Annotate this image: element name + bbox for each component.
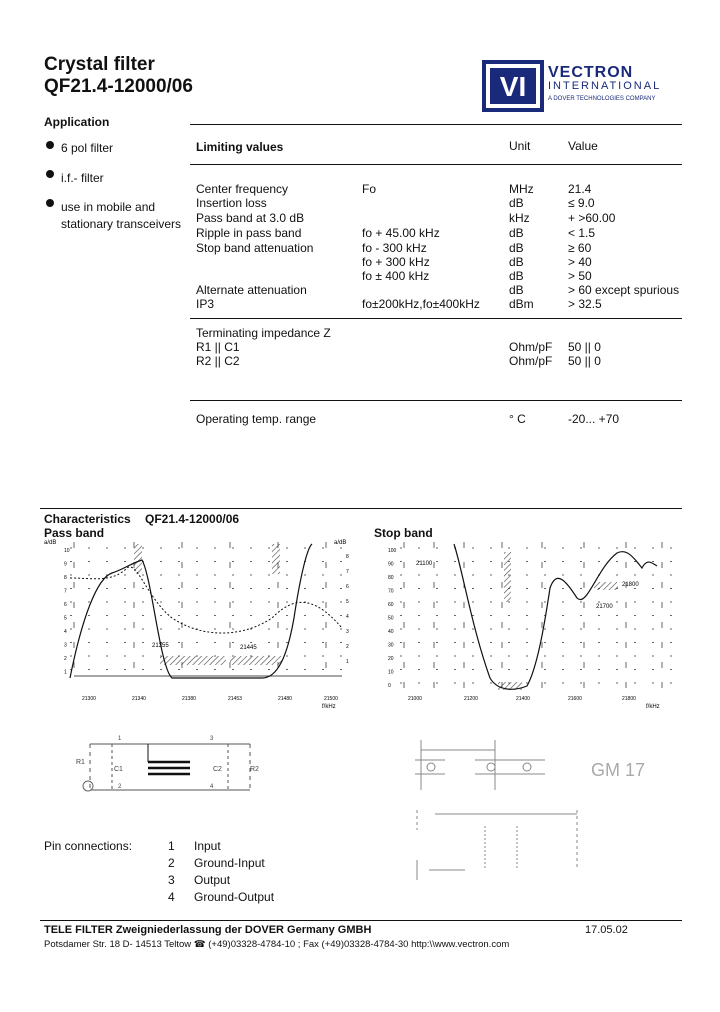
- footer-address: Potsdamer Str. 18 D- 14513 Teltow ☎ (+49)03328-4784-10 ; Fax (+49)03328-4784-30 http:\\www.vectron.com: [44, 939, 510, 950]
- passband-marker-1: 21355: [152, 643, 169, 649]
- stopband-chart: [372, 538, 688, 710]
- limits-row-3-unit: kHz: [509, 211, 530, 225]
- passband-y-tick-left-7: 3: [64, 642, 67, 649]
- passband-y-tick-right-0: 8: [346, 554, 349, 560]
- passband-x-tick-1: 21340: [132, 696, 146, 702]
- passband-y-tick-left-9: 1: [64, 669, 67, 676]
- limits-row-9-param: IP3: [196, 297, 215, 311]
- passband-x-tick-5: 21500: [324, 696, 338, 702]
- stopband-y-tick-0: 100: [388, 548, 397, 554]
- passband-y-tick-right-1: 7: [346, 569, 349, 575]
- passband-y-tick-left-2: 8: [64, 575, 67, 581]
- term-row-2-value: 50 || 0: [568, 354, 601, 368]
- pin-2-name: Ground-Input: [194, 856, 265, 870]
- passband-y-unit-right: a/dB: [334, 540, 347, 546]
- passband-y-tick-left-0: 10: [64, 548, 70, 554]
- passband-y-tick-right-7: 1: [346, 659, 349, 665]
- passband-hatch-right: [272, 544, 280, 574]
- passband-y-tick-left-6: 4: [64, 629, 67, 635]
- limits-heading: Limiting values: [196, 140, 284, 154]
- limits-row-4-cond: fo + 45.00 kHz: [362, 226, 440, 240]
- limits-row-2-unit: dB: [509, 196, 524, 210]
- temp-value: -20... +70: [568, 412, 620, 426]
- bullet-3: [46, 199, 54, 207]
- col-value-header: Value: [568, 139, 598, 153]
- passband-chart: [42, 538, 360, 710]
- characteristics-model: QF21.4-12000/06: [145, 512, 240, 526]
- logo-name: VECTRON: [548, 64, 634, 81]
- stopband-hatch-right: [594, 582, 618, 590]
- pin-4-name: Ground-Output: [194, 890, 275, 904]
- title-line2: QF21.4-12000/06: [44, 76, 193, 97]
- package-code: GM 17: [591, 760, 646, 780]
- stopband-marker-1: 21100: [416, 561, 433, 567]
- limits-row-9-cond: fo±200kHz,fo±400kHz: [362, 297, 480, 311]
- pins-heading: Pin connections:: [44, 839, 133, 853]
- limits-row-5-value: ≥ 60: [568, 241, 592, 255]
- col-unit-header: Unit: [509, 139, 531, 153]
- passband-hatch-bottom-left: [160, 656, 226, 665]
- limits-row-6-value: > 40: [568, 255, 592, 269]
- schematic-label-r2: R2: [250, 766, 259, 773]
- stopband-marker-2: 21700: [596, 604, 613, 610]
- logo-mark-text: VI: [499, 71, 527, 102]
- stopband-marker-3: 21800: [622, 582, 639, 588]
- characteristics-heading: Characteristics: [44, 512, 131, 526]
- limits-row-7-value: > 50: [568, 269, 592, 283]
- stopband-y-tick-4: 60: [388, 602, 394, 608]
- pin-3-num: 3: [168, 873, 175, 887]
- temp-param: Operating temp. range: [196, 412, 317, 426]
- stopband-curve: [454, 544, 657, 689]
- limits-row-4-unit: dB: [509, 226, 524, 240]
- table-header-rule: [190, 164, 682, 165]
- limits-row-8-value: > 60 except spurious: [568, 283, 680, 297]
- stopband-y-tick-1: 90: [388, 561, 394, 568]
- limits-row-3-value: + >60.00: [568, 211, 616, 225]
- term-row-1-param: R1 || C1: [196, 340, 240, 354]
- term-heading: Terminating impedance Z: [196, 326, 331, 340]
- temp-unit: ° C: [509, 412, 526, 426]
- limits-row-8-unit: dB: [509, 283, 524, 297]
- stopband-y-tick-10: 0: [388, 683, 391, 689]
- limits-row-1-param: Center frequency: [196, 182, 289, 196]
- application-item-3: use in mobile and: [61, 200, 156, 214]
- table-rule-3: [190, 400, 682, 401]
- limits-row-7-cond: fo ± 400 kHz: [362, 269, 430, 283]
- table-top-rule: [190, 124, 682, 125]
- limits-row-4-value: < 1.5: [568, 226, 596, 240]
- limits-row-5-unit: dB: [509, 241, 524, 255]
- schematic-pin-2: 2: [118, 784, 122, 790]
- stopband-y-tick-2: 80: [388, 575, 394, 581]
- pin-4-num: 4: [168, 890, 175, 904]
- passband-y-tick-left-8: 2: [64, 656, 67, 662]
- schematic-label-c1: C1: [114, 766, 123, 773]
- passband-y-tick-left-3: 7: [64, 588, 67, 595]
- limits-row-6-unit: dB: [509, 255, 524, 269]
- stopband-x-tick-4: 21800: [622, 696, 636, 702]
- passband-x-tick-4: 21480: [278, 696, 292, 702]
- stopband-label: Stop band: [374, 526, 433, 540]
- passband-hatch-bottom-right: [230, 656, 282, 665]
- limits-row-2-value: ≤ 9.0: [568, 196, 595, 210]
- stopband-y-tick-3: 70: [388, 588, 394, 595]
- term-row-2-unit: Ohm/pF: [509, 354, 553, 368]
- passband-y-tick-right-3: 5: [346, 599, 349, 605]
- characteristics-rule: [40, 508, 682, 509]
- stopband-y-tick-7: 30: [388, 642, 394, 649]
- passband-y-tick-right-6: 2: [346, 644, 349, 650]
- limits-row-1-unit: MHz: [509, 182, 534, 196]
- logo-tag: A DOVER TECHNOLOGIES COMPANY: [548, 96, 656, 102]
- limits-row-1-cond: Fo: [362, 182, 377, 196]
- passband-x-tick-2: 21380: [182, 696, 196, 702]
- stopband-x-unit: f/kHz: [646, 704, 660, 710]
- application-item-2: i.f.- filter: [61, 171, 104, 185]
- stopband-x-tick-2: 21400: [516, 696, 530, 702]
- passband-y-tick-left-1: 9: [64, 561, 67, 568]
- application-item-1: 6 pol filter: [61, 141, 114, 155]
- vectron-logo: [480, 58, 686, 114]
- limits-row-4-param: Ripple in pass band: [196, 226, 302, 240]
- stopband-x-tick-0: 21000: [408, 696, 422, 702]
- passband-marker-2: 21445: [240, 645, 257, 651]
- logo-sub: INTERNATIONAL: [548, 80, 662, 92]
- title-line1: Crystal filter: [44, 54, 155, 75]
- bullet-2: [46, 170, 54, 178]
- application-heading: Application: [44, 115, 110, 129]
- stopband-hatch-left: [504, 552, 511, 602]
- circuit-schematic: [70, 728, 270, 796]
- passband-x-unit: f/kHz: [322, 704, 336, 710]
- ground-symbol: [83, 781, 93, 791]
- table-rule-2: [190, 318, 682, 319]
- stopband-y-tick-8: 20: [388, 656, 394, 662]
- passband-label: Pass band: [44, 526, 105, 540]
- passband-y-tick-left-5: 5: [64, 615, 67, 622]
- limits-row-8-param: Alternate attenuation: [196, 283, 307, 297]
- stopband-y-tick-6: 40: [388, 629, 394, 635]
- limits-row-5-cond: fo - 300 kHz: [362, 241, 427, 255]
- limits-row-9-unit: dBm: [509, 297, 534, 311]
- schematic-pin-4: 4: [210, 784, 214, 790]
- stopband-x-tick-3: 21600: [568, 696, 582, 702]
- limits-row-2-param: Insertion loss: [196, 196, 267, 210]
- schematic-label-r1: R1: [76, 759, 85, 766]
- passband-y-tick-right-5: 3: [346, 629, 349, 635]
- passband-x-tick-0: 21300: [82, 696, 96, 702]
- schematic-pin-1: 1: [118, 736, 122, 742]
- limits-row-6-cond: fo + 300 kHz: [362, 255, 430, 269]
- schematic-pin-3: 3: [210, 736, 214, 742]
- stopband-y-tick-5: 50: [388, 615, 394, 622]
- term-row-1-unit: Ohm/pF: [509, 340, 553, 354]
- limits-row-9-value: > 32.5: [568, 297, 602, 311]
- limits-row-5-param: Stop band attenuation: [196, 241, 314, 255]
- stopband-x-tick-1: 21200: [464, 696, 478, 702]
- pin-1-num: 1: [168, 839, 175, 853]
- term-row-1-value: 50 || 0: [568, 340, 601, 354]
- footer-date: 17.05.02: [585, 924, 628, 936]
- passband-y-tick-left-4: 6: [64, 602, 67, 608]
- footer-company: TELE FILTER Zweigniederlassung der DOVER Germany GMBH: [44, 924, 372, 936]
- schematic-label-c2: C2: [213, 766, 222, 773]
- pin-3-name: Output: [194, 873, 231, 887]
- passband-y-unit-left: a/dB: [44, 540, 57, 546]
- package-drawing: [405, 730, 646, 890]
- footer-rule: [40, 920, 682, 921]
- application-item-4: stationary transceivers: [61, 217, 182, 231]
- term-row-2-param: R2 || C2: [196, 354, 240, 368]
- pin-2-num: 2: [168, 856, 175, 870]
- stopband-y-tick-9: 10: [388, 669, 394, 676]
- passband-y-tick-right-2: 6: [346, 584, 349, 590]
- passband-x-tick-3: 21453: [228, 696, 242, 702]
- limits-row-3-param: Pass band at 3.0 dB: [196, 211, 305, 225]
- limits-row-1-value: 21.4: [568, 182, 592, 196]
- bullet-1: [46, 141, 54, 149]
- limits-row-7-unit: dB: [509, 269, 524, 283]
- pin-1-name: Input: [194, 839, 221, 853]
- passband-y-tick-right-4: 4: [346, 614, 349, 620]
